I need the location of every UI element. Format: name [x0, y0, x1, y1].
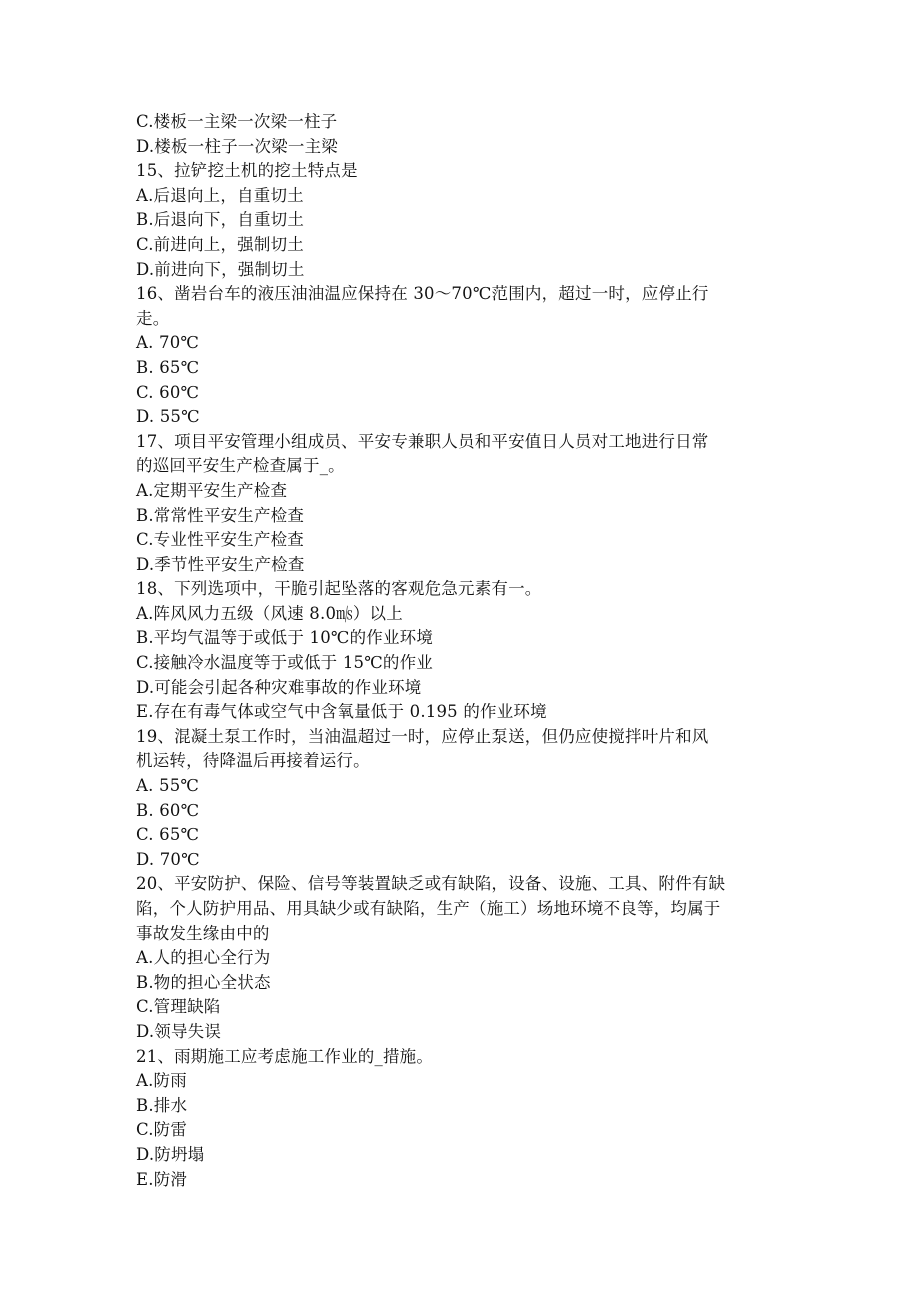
option-line: C.防雷	[136, 1120, 188, 1140]
option-line: A.定期平安生产检查	[136, 480, 288, 500]
question-20-cont: 事故发生缘由中的	[136, 923, 270, 943]
question-19-cont: 机运转，待降温后再接着运行。	[136, 751, 370, 771]
option-line: C.专业性平安生产检查	[136, 530, 304, 550]
option-line: C.管理缺陷	[136, 997, 221, 1017]
option-line: A.阵风风力五级（风速 8.0㎧）以上	[136, 603, 403, 623]
option-line: C.前进向上，强制切土	[136, 234, 304, 254]
option-line: A.人的担心全行为	[136, 948, 271, 968]
option-line: B.排水	[136, 1095, 188, 1115]
text-line: C.楼板一主梁一次梁一柱子	[136, 112, 338, 131]
option-line: D. 55℃	[136, 407, 200, 427]
option-line: D.季节性平安生产检查	[136, 554, 305, 574]
option-line: D.防坍塌	[136, 1144, 205, 1164]
option-line: C. 60℃	[136, 382, 200, 402]
question-20: 20、平安防护、保险、信号等装置缺乏或有缺陷，设备、设施、工具、附件有缺	[136, 874, 726, 894]
question-17: 17、项目平安管理小组成员、平安专兼职人员和平安值日人员对工地进行日常	[136, 431, 709, 451]
question-19: 19、混凝土泵工作时，当油温超过一时，应停止泵送，但仍应使搅拌叶片和风	[136, 726, 709, 746]
option-line: B.后退向下，自重切土	[136, 210, 305, 230]
option-line: B.平均气温等于或低于 10℃的作业环境	[136, 628, 434, 648]
question-16: 16、凿岩台车的液压油油温应保持在 30～70℃范围内，超过一时，应停止行	[136, 284, 709, 304]
option-line: B.常常性平安生产检查	[136, 505, 305, 525]
text-line: D.楼板一柱子一次梁一主梁	[136, 136, 338, 156]
option-line: C. 65℃	[136, 825, 200, 845]
option-line: A.防雨	[136, 1071, 187, 1091]
option-line: D.前进向下，强制切土	[136, 259, 305, 279]
option-line: B.物的担心全状态	[136, 972, 271, 992]
option-line: E.存在有毒气体或空气中含氧量低于 0.195 的作业环境	[136, 702, 547, 722]
option-line: E.防滑	[136, 1169, 188, 1189]
question-17-cont: 的巡回平安生产检查属于_。	[136, 456, 345, 476]
option-line: D.可能会引起各种灾难事故的作业环境	[136, 677, 422, 697]
option-line: A.后退向上，自重切土	[136, 185, 304, 205]
option-line: A. 70℃	[136, 333, 200, 353]
option-line: D.领导失误	[136, 1021, 222, 1041]
question-16-cont: 走。	[136, 308, 170, 328]
question-21: 21、雨期施工应考虑施工作业的_措施。	[136, 1046, 434, 1066]
option-line: A. 55℃	[136, 776, 200, 796]
question-18: 18、下列选项中，干脆引起坠落的客观危急元素有一。	[136, 579, 542, 599]
option-line: B. 65℃	[136, 357, 200, 377]
question-15: 15、拉铲挖土机的挖土特点是	[136, 161, 358, 181]
option-line: C.接触冷水温度等于或低于 15℃的作业	[136, 653, 433, 673]
question-20-cont: 陷，个人防护用品、用具缺少或有缺陷，生产（施工）场地环境不良等，均属于	[136, 899, 721, 918]
option-line: B. 60℃	[136, 800, 200, 820]
option-line: D. 70℃	[136, 849, 200, 869]
